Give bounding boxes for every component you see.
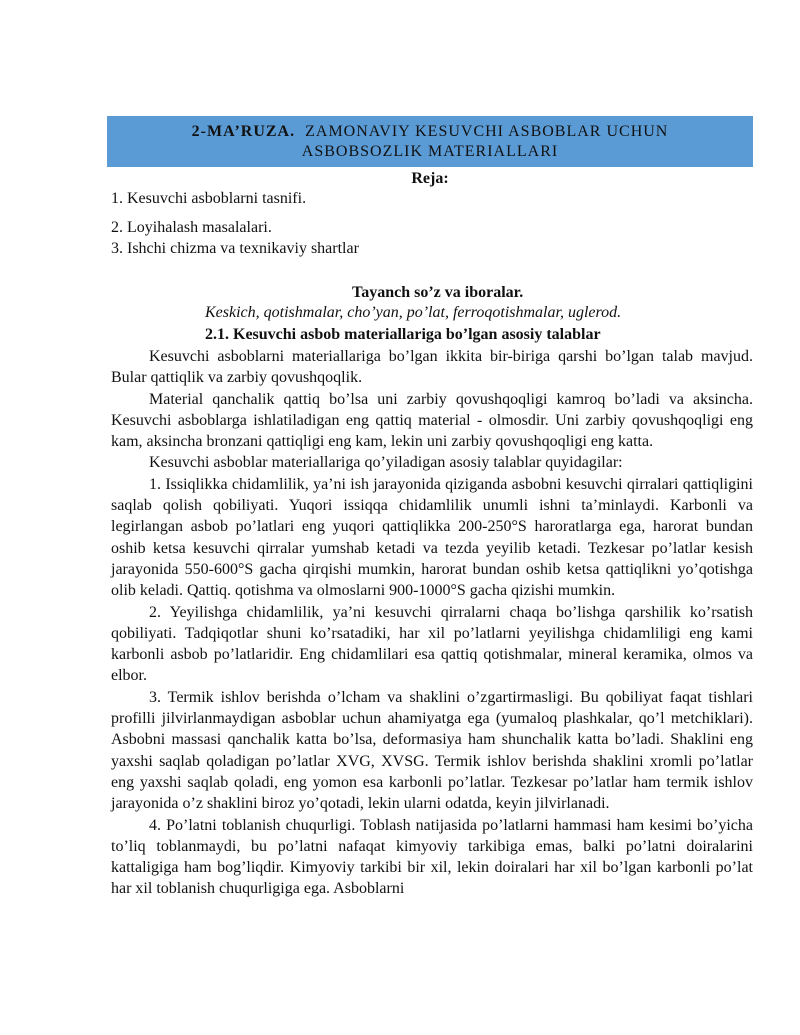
body-paragraph: Material qanchalik qattiq bo’lsa uni zarbiy qovushqoqligi kamroq bo’ladi va aksincha. Kesuvchi asboblarga ishlatiladigan eng qattiq material - olmosdir. Uni zarbiy qovushqoqligi eng kam, aksincha bronzani qattiqligi eng kam, lekin uni zarbiy qovushqoqligi eng katta. [111,390,753,451]
plan-item: 3. Ishchi chizma va texnikaviy shartlar [111,240,359,257]
plan-heading: Reja: [411,170,449,187]
lecture-number: 2-MA’RUZA. [191,122,296,140]
body-paragraph: Kesuvchi asboblar materiallariga qo’yiladigan asosiy talablar quyidagilar: [149,454,623,472]
plan-item: 2. Loyihalash masalalari. [111,219,272,236]
body-paragraph: 2. Yeyilishga chidamlilik, ya’ni kesuvchi qirralarni chaqa bo’lishga qarshilik ko’rsatish qobiliyati. Tadqiqotlar shuni ko’rsatadiki, har xil po’latlarni yeyilishga chidamliligi eng kami karbonli asbob po’latlaridir. Eng chidamlilari esa qattiq qotishmalar, mineral keramika, olmos va elbor. [111,603,753,685]
lecture-title-line2: ASBOBSOZLIK MATERIALLARI [301,142,559,160]
body-paragraph: 4. Po’latni toblanish chuqurligi. Toblash natijasida po’latlarni hammasi ham kesimi bo’yicha to’liq toblanmaydi, bu po’latni nafaqat kimyoviy tarkibiga emas, balki po’latni doiralarini kattaligiga ham bog’liqdir. Kimyoviy tarkibi bir xil, lekin doiralari har xil bo’lgan karbonli po’lat har xil toblanish chuqurligiga ega. Asboblarni [111,816,753,898]
keywords-heading: Tayanch so’z va iboralar. [352,284,524,301]
lecture-title-line1 [107,122,753,142]
plan-item: 1. Kesuvchi asboblarni tasnifi. [111,190,307,207]
section-title: 2.1. Kesuvchi asbob materiallariga bo’lgan asosiy talablar [205,326,601,343]
body-paragraph: Kesuvchi asboblarni materiallariga bo’lgan ikkita bir-biriga qarshi bo’lgan talab mavjud. Bular qattiqlik va zarbiy qovushqoqlik. [111,348,753,387]
body-paragraph: 1. Issiqlikka chidamlilik, ya’ni ish jarayonida qiziganda asbobni kesuvchi qirralari qattiqligini saqlab qolish qobiliyati. Yuqori issiqqa chidamlilik unumli ishni ta’minlaydi. Karbonli va legirlangan asbob po’latlari eng yuqori qattiqlikka 200-250°S haroratlarga ega, harorat bundan oshib ketsa kesuvchi qirralar yumshab ketadi va tezda yeyilib ketadi. Tezkesar po’latlar kesish jarayonida 550-600°S gacha qirqishi mumkin, harorat bundan oshib ketsa qattiqlikni yo’qotishga olib keladi. Qattiq. qotishma va olmoslarni 900-1000°S gacha qizishi mumkin. [111,475,753,600]
body-paragraph: 3. Termik ishlov berishda o’lcham va shaklini o’zgartirmasligi. Bu qobiliyat faqat tishlari profilli jilvirlanmaydigan asboblar uchun ahamiyatga ega (yumaloq plashkalar, qo’l metchiklari). Asbobni massasi qanchalik katta bo’lsa, deformasiya ham shunchalik katta bo’ladi. Shaklini eng yaxshi saqlab qoladigan po’latlar XVG, XVSG. Termik ishlov berishda shaklini xromli po’latlar eng yaxshi saqlab qoladi, eng yomon esa karbonli po’latlar. Tezkesar po’latlar ham termik ishlov jarayonida o’z shaklini biroz yo’qotadi, lekin ularni odatda, keyin jilvirlanadi. [111,688,753,813]
lecture-title-banner [107,116,753,167]
lecture-title-text: ZAMONAVIY KESUVCHI ASBOBLAR UCHUN [305,122,669,140]
section-body [111,346,753,900]
keywords-text: Keskich, qotishmalar, cho’yan, po’lat, ferroqotishmalar, uglerod. [205,304,622,321]
